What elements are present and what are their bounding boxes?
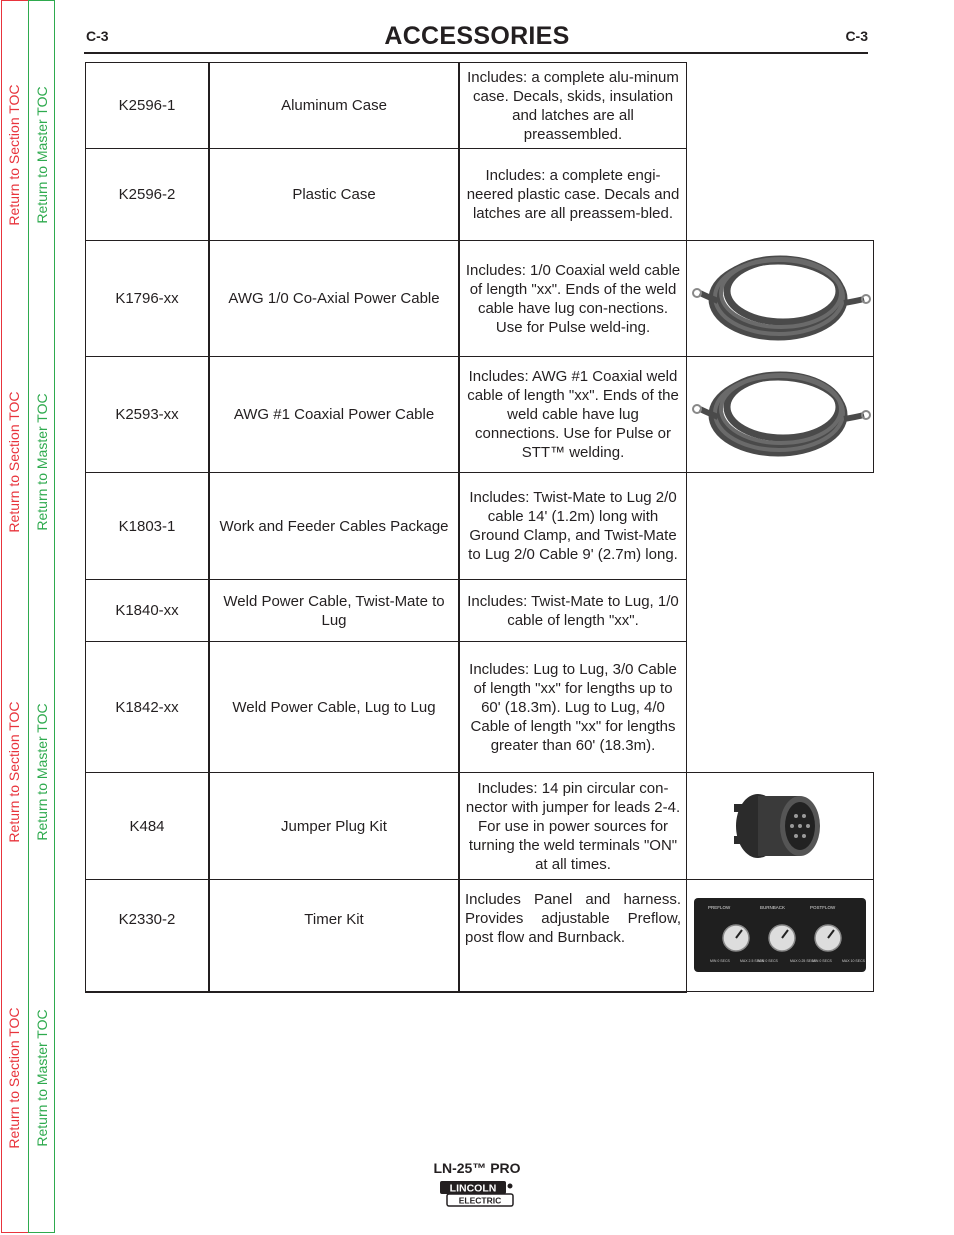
return-to-master-toc-link[interactable]: Return to Master TOC — [34, 1009, 50, 1147]
coiled-cable-icon — [688, 241, 872, 351]
part-description: Includes: Twist-Mate to Lug, 1/0 cable of length "xx". — [459, 580, 687, 642]
table-row — [86, 241, 874, 357]
circular-connector-icon — [688, 774, 872, 874]
part-name: Work and Feeder Cables Package — [209, 473, 459, 580]
return-to-section-toc-link[interactable]: Return to Section TOC — [6, 391, 22, 533]
table-row — [86, 642, 874, 773]
part-description: Includes: 1/0 Coaxial weld cable of length "xx". Ends of the weld cable have lug con-nections. Use for Pulse weld-ing. — [459, 241, 687, 357]
preflow-min-label: MIN 0 SECS — [710, 959, 730, 963]
return-to-section-toc-link[interactable]: Return to Section TOC — [6, 84, 22, 226]
coiled-cable-icon — [688, 357, 872, 467]
part-description: Includes: Lug to Lug, 3/0 Cable of length "xx" for lengths up to 60' (18.3m). Lug to Lug, 4/0 Cable of length "xx" for lengths greater than 60' (18.3m). — [459, 642, 687, 773]
table-row — [86, 773, 874, 880]
postflow-max-label: MAX 10 SECS — [842, 959, 865, 963]
burnback-min-label: MIN 0 SECS — [758, 959, 778, 963]
part-name: Weld Power Cable, Lug to Lug — [209, 642, 459, 773]
part-description: Includes: 14 pin circular con-nector with jumper for leads 2-4. For use in power sources for turning the weld terminals "ON" at all times. — [459, 773, 687, 880]
table-row — [86, 357, 874, 473]
part-description: Includes: Twist-Mate to Lug 2/0 cable 14' (1.2m) long with Ground Clamp, and Twist-Mate to Lug 2/0 Cable 9' (2.7m) long. — [459, 473, 687, 580]
table-row — [86, 580, 874, 642]
part-code: K1803-1 — [86, 473, 210, 580]
postflow-label: POSTFLOW — [810, 905, 836, 910]
preflow-max-label: MAX 2.5 SECS — [740, 959, 764, 963]
coiled-cable-image — [687, 357, 874, 473]
part-name: AWG 1/0 Co-Axial Power Cable — [209, 241, 459, 357]
part-name: AWG #1 Coaxial Power Cable — [209, 357, 459, 473]
coiled-cable-image — [687, 241, 874, 357]
page-code-right: C-3 — [845, 28, 868, 44]
return-to-master-toc-link[interactable]: Return to Master TOC — [34, 393, 50, 531]
product-model: LN-25™ PRO — [433, 1160, 521, 1176]
circular-connector-image — [687, 773, 874, 880]
part-description: Includes: AWG #1 Coaxial weld cable of length "xx". Ends of the weld cable have lug connections. Use for Pulse or STT™ welding. — [459, 357, 687, 473]
part-code: K2596-2 — [86, 149, 210, 241]
preflow-label: PREFLOW — [708, 905, 731, 910]
accessories-table — [85, 62, 874, 993]
part-name: Timer Kit — [209, 880, 459, 992]
timer-panel-image — [687, 880, 874, 992]
part-name: Aluminum Case — [209, 63, 459, 149]
table-row — [86, 63, 874, 149]
part-code: K2596-1 — [86, 63, 210, 149]
logo-top-text: LINCOLN — [449, 1182, 497, 1195]
postflow-min-label: MIN 0 SECS — [812, 959, 832, 963]
part-code: K1796-xx — [86, 241, 210, 357]
return-to-section-toc-link[interactable]: Return to Section TOC — [6, 1007, 22, 1149]
table-row — [86, 473, 874, 580]
part-name: Jumper Plug Kit — [209, 773, 459, 880]
return-to-master-toc-link[interactable]: Return to Master TOC — [34, 703, 50, 841]
part-description: Includes: a complete engi-neered plastic case. Decals and latches are all preassem-bled. — [459, 149, 687, 241]
part-code: K1840-xx — [86, 580, 210, 642]
part-code: K2330-2 — [86, 880, 210, 992]
timer-panel-icon — [688, 880, 872, 986]
return-to-master-toc-link[interactable]: Return to Master TOC — [34, 86, 50, 224]
part-name: Plastic Case — [209, 149, 459, 241]
part-code: K484 — [86, 773, 210, 880]
part-code: K1842-xx — [86, 642, 210, 773]
part-description: Includes Panel and harness. Provides adjustable Preflow, post flow and Burnback. — [459, 880, 687, 992]
lincoln-electric-logo — [439, 1180, 517, 1208]
part-name: Weld Power Cable, Twist-Mate to Lug — [209, 580, 459, 642]
table-row — [86, 149, 874, 241]
burnback-max-label: MAX 0.25 SECS — [790, 959, 816, 963]
return-to-section-toc-link[interactable]: Return to Section TOC — [6, 701, 22, 843]
logo-bottom-text: ELECTRIC — [458, 1195, 502, 1206]
table-row — [86, 880, 874, 992]
page-code-left: C-3 — [86, 28, 109, 44]
header-rule — [84, 52, 868, 54]
burnback-label: BURNBACK — [760, 905, 786, 910]
part-code: K2593-xx — [86, 357, 210, 473]
part-description: Includes: a complete alu-minum case. Decals, skids, insulation and latches are all preassembled. — [459, 63, 687, 149]
page-title: ACCESSORIES — [384, 22, 570, 50]
